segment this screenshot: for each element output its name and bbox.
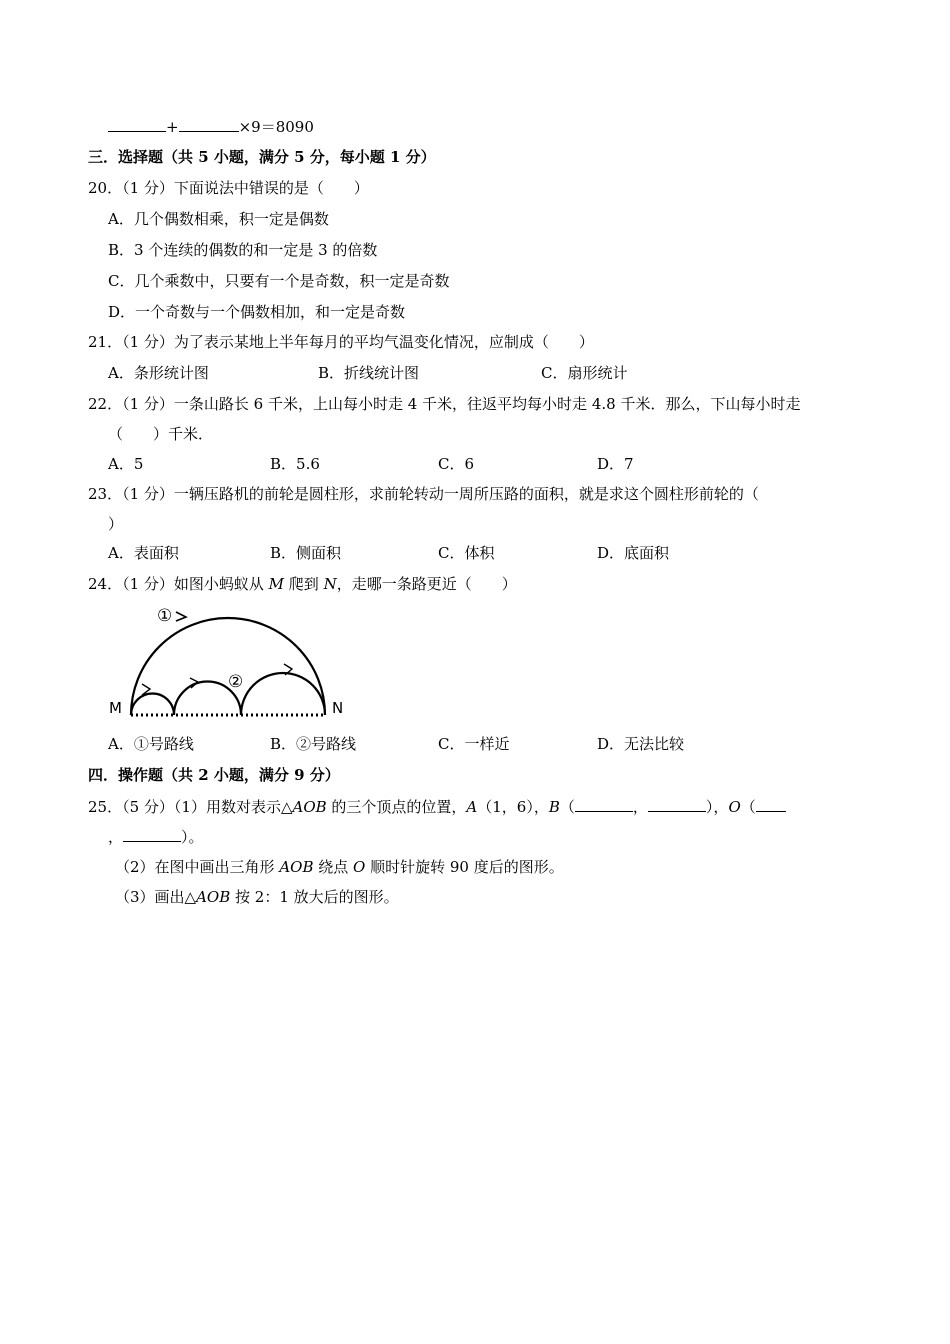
- question-stem-cont: ）: [108, 515, 124, 533]
- question-stem: [88, 574, 517, 594]
- question-stem-cont: （ ）千米．: [108, 425, 214, 443]
- question-stem: 22．（1 分）一条山路长 6 千米，上山每小时走 4 千米，往返平均每小时走 4.8 千米．那么，下山每小时走: [88, 395, 801, 413]
- o-open: （: [740, 798, 756, 816]
- option-a: A．5: [108, 455, 144, 473]
- comma: ，: [632, 798, 648, 816]
- var-b: B: [548, 798, 560, 816]
- route-1-label: ①: [157, 606, 173, 626]
- part2-prefix: （2）在图中画出三角形: [115, 858, 280, 876]
- route-2-label: ②: [228, 672, 244, 692]
- option-c: C．一样近: [438, 735, 510, 753]
- option-c: C．6: [438, 455, 475, 473]
- ant-route-figure: [104, 600, 354, 722]
- comma: ，: [108, 828, 124, 846]
- b-open: （: [559, 798, 575, 816]
- times-nine: ×9＝8090: [238, 118, 314, 136]
- question-stem: [88, 797, 786, 817]
- question-stem: 21．（1 分）为了表示某地上半年每月的平均气温变化情况，应制成（ ）: [88, 333, 594, 351]
- option-a: A．几个偶数相乘，积一定是偶数: [108, 210, 329, 228]
- option-d: D．一个奇数与一个偶数相加，和一定是奇数: [108, 303, 406, 321]
- part3-suffix: 按 2：1 放大后的图形。: [230, 888, 399, 906]
- answer-blank: [123, 827, 181, 842]
- stem-mid: 爬到: [284, 575, 324, 593]
- answer-blank: [575, 797, 633, 812]
- section-heading: 四．操作题（共 2 小题，满分 9 分）: [88, 766, 340, 784]
- option-b: B．3 个连续的偶数的和一定是 3 的倍数: [108, 241, 378, 259]
- part3-prefix: （3）画出△: [115, 888, 197, 906]
- stem-prefix: 24．（1 分）如图小蚂蚁从: [88, 575, 269, 593]
- triangle-name: AOB: [196, 888, 231, 906]
- route-2-arc: [131, 694, 174, 715]
- option-c: C．体积: [438, 544, 495, 562]
- equation-line: [108, 117, 314, 137]
- answer-blank: [648, 797, 706, 812]
- point-m-label: M: [109, 699, 122, 717]
- stem-suffix: ，走哪一条路更近（ ）: [336, 575, 517, 593]
- point-n-label: N: [332, 699, 344, 717]
- option-b: B．折线统计图: [318, 364, 420, 382]
- question-stem-cont: [108, 827, 204, 847]
- var-n: N: [323, 575, 337, 593]
- answer-blank: [108, 117, 166, 132]
- option-b: B．②号路线: [270, 735, 357, 753]
- route-2-arc: [241, 673, 325, 715]
- option-a: A．条形统计图: [108, 364, 209, 382]
- section-heading: 三．选择题（共 5 小题，满分 5 分，每小题 1 分）: [88, 148, 436, 166]
- answer-blank: [756, 797, 786, 812]
- arrow-icon: [176, 612, 186, 621]
- part2-mid: 绕点: [313, 858, 354, 876]
- option-a: A．①号路线: [108, 735, 194, 753]
- sub-question-2: [115, 857, 564, 877]
- triangle-name: AOB: [292, 798, 327, 816]
- triangle-name: AOB: [279, 858, 314, 876]
- part2-suffix: 顺时针旋转 90 度后的图形。: [365, 858, 564, 876]
- option-b: B．侧面积: [270, 544, 342, 562]
- var-o: O: [353, 858, 366, 876]
- question-stem: 23．（1 分）一辆压路机的前轮是圆柱形，求前轮转动一周所压路的面积，就是求这个圆柱形前轮的（: [88, 485, 759, 503]
- option-c: C．几个乘数中，只要有一个是奇数，积一定是奇数: [108, 272, 450, 290]
- answer-blank: [179, 117, 239, 132]
- a-coords: （1，6），: [477, 798, 549, 816]
- plus-sign: +: [166, 118, 179, 136]
- line2-close: ）。: [181, 828, 204, 846]
- sub-question-3: [115, 887, 399, 907]
- b-close: ），: [705, 798, 729, 816]
- stem-mid: 的三个顶点的位置，: [326, 798, 467, 816]
- route-1-arc: [131, 618, 325, 715]
- option-d: D．7: [597, 455, 634, 473]
- stem-prefix: 25．（5 分）（1）用数对表示△: [88, 798, 293, 816]
- option-c: C．扇形统计: [541, 364, 628, 382]
- var-o: O: [728, 798, 741, 816]
- option-d: D．底面积: [597, 544, 670, 562]
- option-d: D．无法比较: [597, 735, 685, 753]
- var-a: A: [466, 798, 478, 816]
- question-stem: 20．（1 分）下面说法中错误的是（ ）: [88, 179, 369, 197]
- var-m: M: [268, 575, 285, 593]
- option-b: B．5.6: [270, 455, 320, 473]
- option-a: A．表面积: [108, 544, 179, 562]
